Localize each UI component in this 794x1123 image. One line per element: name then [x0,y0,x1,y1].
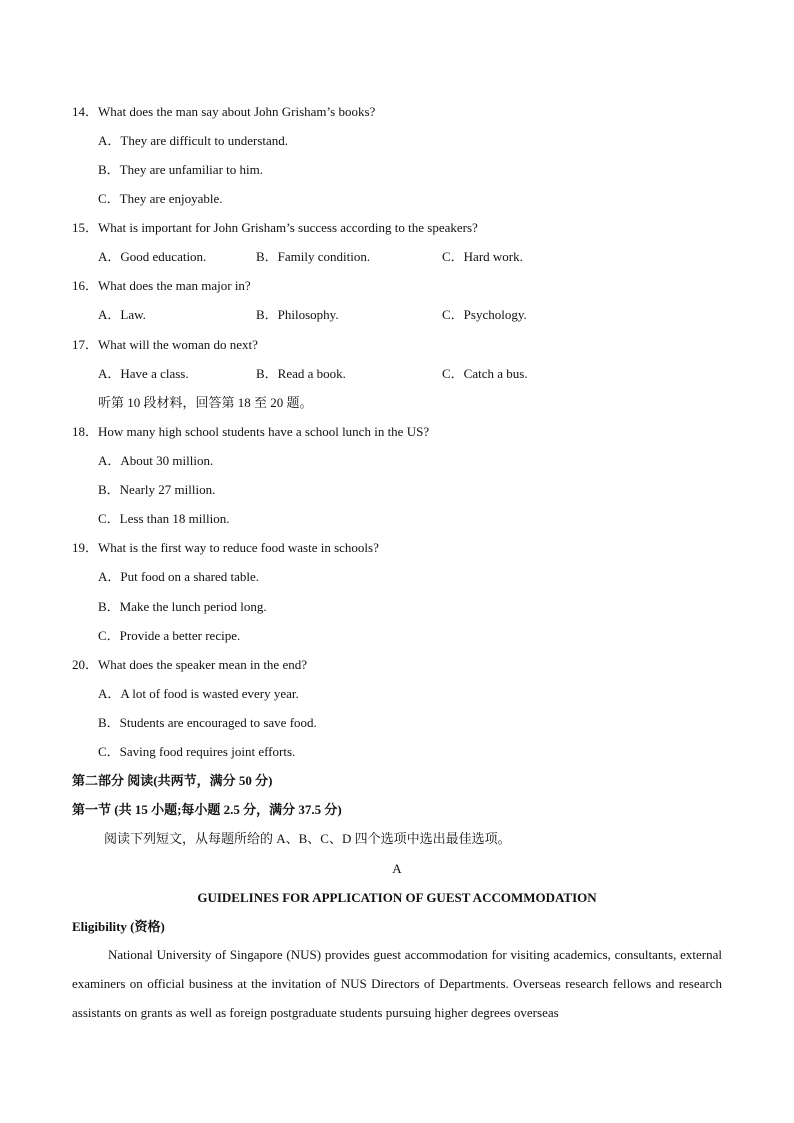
question-16-option-b: B．Philosophy. [256,307,339,322]
eligibility-subheading: Eligibility (资格) [72,919,165,934]
question-17-option-c: C．Catch a bus. [442,366,528,381]
question-19-option-c: C．Provide a better recipe. [98,628,241,643]
question-15-stem: 15．What is important for John Grisham’s success according to the speakers? [72,220,478,235]
question-20-option-a: A．A lot of food is wasted every year. [98,686,299,701]
question-14-option-c: C．They are enjoyable. [98,191,223,206]
passage-letter: A [392,861,402,876]
question-14-option-a: A．They are difficult to understand. [98,133,289,148]
question-18-option-c: C．Less than 18 million. [98,511,230,526]
reading-directions: 阅读下列短文，从每题所给的 A、B、C、D 四个选项中选出最佳选项。 [104,831,511,846]
question-15-option-b: B．Family condition. [256,249,371,264]
part2-heading: 第二部分 阅读(共两节，满分 50 分) [72,773,273,788]
question-18-option-b: B．Nearly 27 million. [98,482,216,497]
question-19-option-a: A．Put food on a shared table. [98,569,260,584]
question-16-option-a: A．Law. [98,307,146,322]
question-19-option-b: B．Make the lunch period long. [98,599,267,614]
question-17-option-a: A．Have a class. [98,366,189,381]
eligibility-paragraph: National University of Singapore (NUS) provides guest accommodation for visiting academics, consultants, external examiners on official business at the invitation of NUS Directors of Departments. Overseas research fellows and research assistants on grants as well as foreign postgraduate students pursuing higher degrees overseas [72,947,722,1020]
question-19-stem: 19．What is the first way to reduce food waste in schools? [72,540,379,555]
passage-title: GUIDELINES FOR APPLICATION OF GUEST ACCOMMODATION [197,890,597,905]
question-16-option-c: C．Psychology. [442,307,527,322]
question-14-stem: 14．What does the man say about John Grisham’s books? [72,104,376,119]
question-18-stem: 18．How many high school students have a school lunch in the US? [72,424,430,439]
question-15-option-a: A．Good education. [98,249,207,264]
question-20-option-b: B．Students are encouraged to save food. [98,715,317,730]
question-15-option-c: C．Hard work. [442,249,523,264]
question-20-stem: 20．What does the speaker mean in the end? [72,657,307,672]
question-17-option-b: B．Read a book. [256,366,346,381]
question-14-option-b: B．They are unfamiliar to him. [98,162,263,177]
question-18-option-a: A．About 30 million. [98,453,214,468]
section1-heading: 第一节 (共 15 小题;每小题 2.5 分，满分 37.5 分) [72,802,342,817]
listening-instruction: 听第 10 段材料，回答第 18 至 20 题。 [98,395,313,410]
question-20-option-c: C．Saving food requires joint efforts. [98,744,296,759]
question-17-stem: 17．What will the woman do next? [72,337,258,352]
question-16-stem: 16．What does the man major in? [72,278,251,293]
